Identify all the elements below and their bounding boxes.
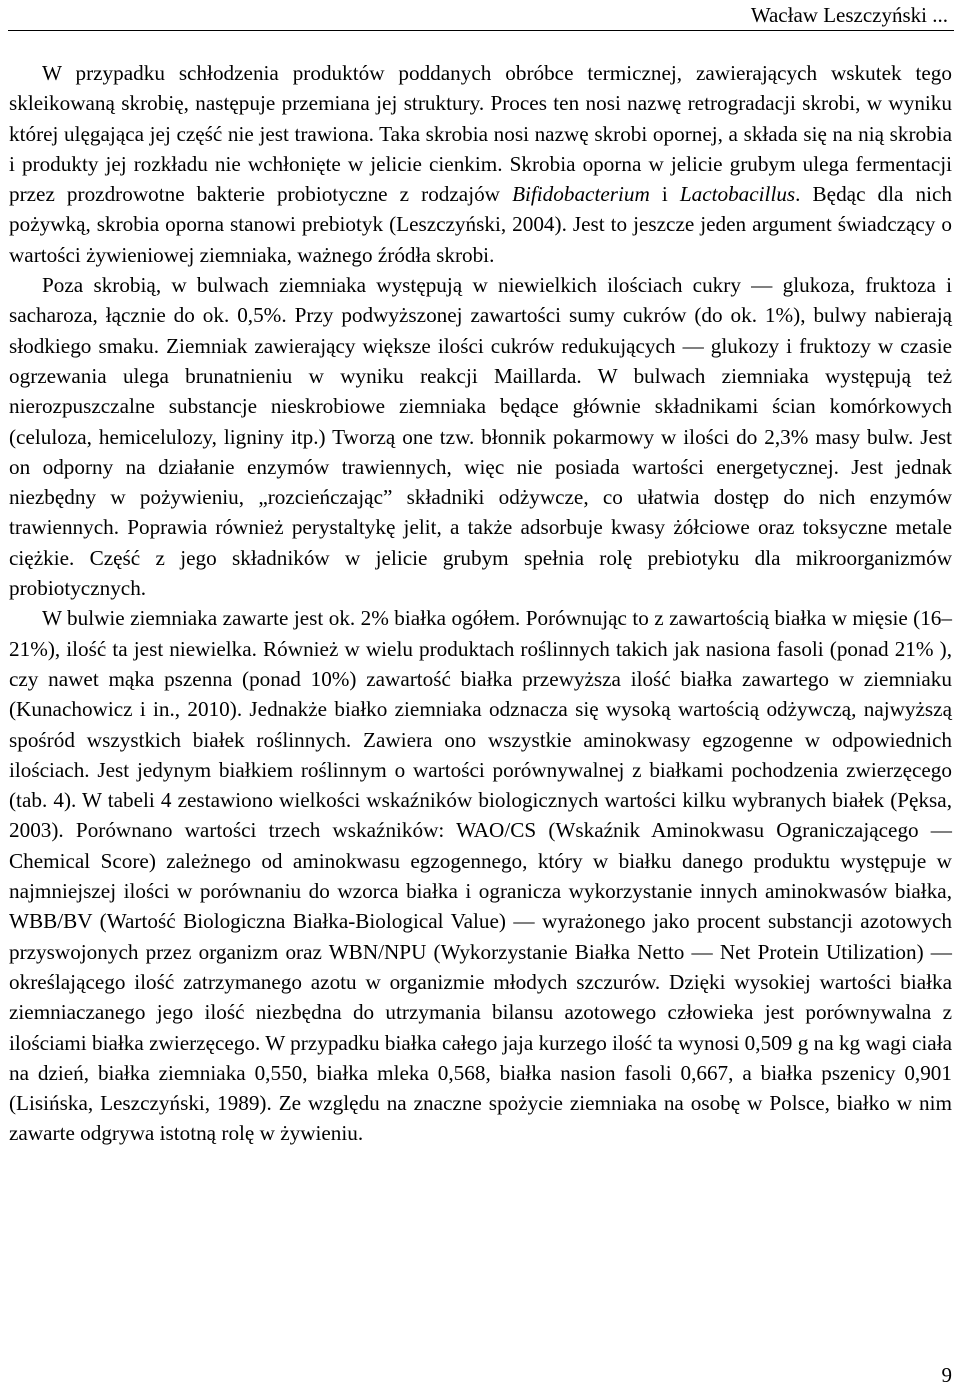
body-text [9,58,952,1149]
paragraph-text: . Będąc dla nich pożywką, skrobia oporna stanowi prebiotyk (Leszczyński, 2004). Jest to jeszcze jeden argument świadczący o wartości żywieniowej ziemniaka, ważnego źródła skrobi. [9,182,952,267]
paragraph-text: Poza skrobią, w bulwach ziemniaka występują w niewielkich ilościach cukry — glukoza, fruktoza i sacharoza, łącznie do ok. 0,5%. Przy podwyższonej zawartości sumy cukrów (do ok. 1%), bulwy nabierają słodkiego smaku. Ziemniak zawierający większe ilości cukrów redukujących — glukozy i fruktozy w czasie ogrzewania ulega brunatnieniu w wyniku reakcji Maillarda. W bulwach ziemniaka występują też nierozpuszczalne substancje nieskrobiowe ziemniaka będące głównie składnikami ścian komórkowych (celuloza, hemicelulozy, ligniny itp.) Tworzą one tzw. błonnik pokarmowy w ilości do 2,3% masy bulw. Jest on odporny na działanie enzymów trawiennych, więc nie posiada wartości energetycznej. Jest jednak niezbędny w pożywieniu, „rozcieńczając” składniki odżywcze, co ułatwia dostęp do nich enzymów trawiennych. Poprawia również perystaltykę jelit, a także adsorbuje kwasy żółciowe oraz toksyczne metale ciężkie. Część z jego składników w jelicie grubym spełnia rolę prebiotyku dla mikroorganizmów probiotycznych. [9,273,952,601]
italic-genus-name: Bifidobacterium [512,182,650,207]
paragraph-3 [9,603,952,1148]
italic-genus-name: Lactobacillus [679,182,796,207]
paragraph-text: W przypadku schłodzenia produktów poddanych obróbce termicznej, zawierających wskutek tego skleikowaną skrobię, następuje przemiana jej struktury. Proces ten nosi nazwę retrogradacji skrobi, w wyniku której ulęgająca jej część nie jest trawiona. Taka skrobia nosi nazwę skrobi opornej, a składa się na nią skrobia i produkty jej rozkładu nie wchłonięte w jelicie cienkim. Skrobia oporna w jelicie grubym ulega fermentacji przez prozdrowotne bakterie probiotyczne z rodzajów [9,61,952,207]
page-number: 9 [941,1363,952,1387]
paragraph-text: W bulwie ziemniaka zawarte jest ok. 2% białka ogółem. Porównując to z zawartością białka w mięsie (16–21%), ilość ta jest niewielka. Również w wielu produktach roślinnych takich jak nasiona fasoli (ponad 21% ), czy nawet mąka pszenna (ponad 10%) zawartość białka przewyższa ilość białka zawartego w ziemniaku (Kunachowicz i in., 2010). Jednakże białko ziemniaka odznacza się wysoką wartością odżywczą, najwyższą spośród wszystkich białek roślinnych. Zawiera ono wszystkie aminokwasy egzogenne w odpowiednich ilościach. Jest jedynym białkiem roślinnym o wartości porównywalnej z białkami pochodzenia zwierzęcego (tab. 4). W tabeli 4 zestawiono wielkości wskaźników biologicznych wartości kilku wybranych białek (Pęksa, 2003). Porównano wartości trzech wskaźników: WAO/CS (Wskaźnik Aminokwasu Ograniczającego — Chemical Score) zależnego od aminokwasu egzogennego, który w białku danego produktu występuje w najmniejszej ilości w porównaniu do wzorca białka i ogranicza wykorzystanie innych aminokwasów białka, WBB/BV (Wartość Biologiczna Białka-Biological Value) — wyrażonego jako procent substancji azotowych przyswojonych przez organizm oraz WBN/NPU (Wykorzystanie Białka Netto — Net Protein Utilization) — określającego ilość zatrzymanego azotu w organizmie młodych szczurów. Dzięki wysokiej wartości białka ziemniaczanego jego ilość niezbędna do utrzymania bilansu azotowego człowieka jest porównywalna z ilościami białka zwierzęcego. W przypadku białka całego jaja kurzego ilość ta wynosi 0,509 g na kg wagi ciała na dzień, białka ziemniaka 0,550, białka mleka 0,568, białka nasion fasoli 0,667, a białka pszenicy 0,901 (Lisińska, Leszczyński, 1989). Ze względu na znaczne spożycie ziemniaka na osobę w Polsce, białko w nim zawarte odgrywa istotną rolę w żywieniu. [9,606,952,1146]
paragraph-text: i [649,182,680,207]
paragraph-1 [9,58,952,270]
running-header: Wacław Leszczyński ... [750,3,948,27]
header-rule [8,30,954,31]
paragraph-2 [9,270,952,603]
